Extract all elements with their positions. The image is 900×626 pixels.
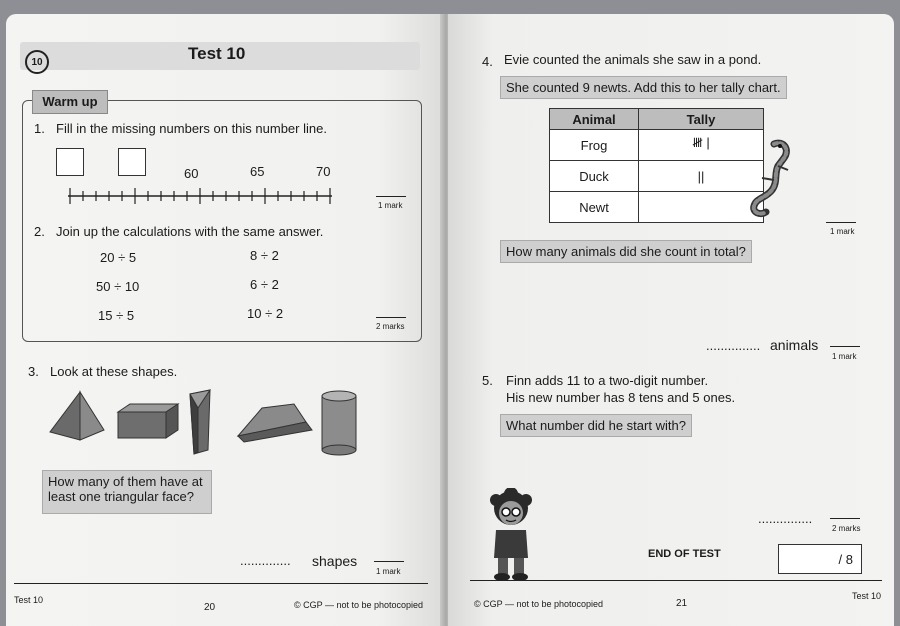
q3-answer-dots[interactable]: .............. [240,553,291,568]
lizard-icon [744,136,794,218]
left-footer-title: Test 10 [14,595,44,605]
end-of-test-label: END OF TEST [648,548,721,560]
child-character-icon [486,488,536,584]
cuboid-icon [118,404,178,438]
right-footer-title: Test 10 [852,591,882,601]
calc-right-3[interactable]: 10 ÷ 2 [247,306,284,321]
number-line-blank-1[interactable] [56,148,84,176]
tally-header-tally: Tally [639,109,764,130]
q5-number: 5. [482,373,493,388]
tally-duck: || [639,161,764,192]
q5-mark-line [830,518,860,519]
q1-mark: 1 mark [378,201,403,210]
calc-left-3[interactable]: 15 ÷ 5 [98,308,135,323]
q1-text: Fill in the missing numbers on this number line. [56,121,327,136]
tick-label-70: 70 [316,164,331,179]
q5-question-box: What number did he start with? [500,414,692,437]
test-title: Test 10 [188,44,246,63]
q3-number: 3. [28,364,39,379]
cylinder-icon [322,391,356,455]
q2-mark: 2 marks [376,322,405,331]
tally-header-animal: Animal [550,109,639,130]
calc-left-2[interactable]: 50 ÷ 10 [96,279,140,294]
q5-mark: 2 marks [832,524,861,533]
tally-animal-frog: Frog [550,130,639,161]
right-page-number: 21 [676,598,688,609]
q2-text: Join up the calculations with the same answer. [56,224,324,239]
calc-right-1[interactable]: 8 ÷ 2 [250,248,279,263]
shapes-illustration [44,386,364,456]
number-line [64,182,336,208]
tally-animal-duck: Duck [550,161,639,192]
q5-line-2: His new number has 8 tens and 5 ones. [506,390,736,405]
right-copyright: © CGP — not to be photocopied [474,599,604,609]
q5-answer-dots[interactable]: ............... [758,511,813,526]
q3-mark-line [374,561,404,562]
calc-left-1[interactable]: 20 ÷ 5 [100,250,137,265]
calc-right-2[interactable]: 6 ÷ 2 [250,277,279,292]
left-copyright: © CGP — not to be photocopied [294,600,424,610]
total-score-box: / 8 [778,544,862,574]
q5-line-1: Finn adds 11 to a two-digit number. [506,373,709,388]
q4-answer-dots[interactable]: ............... [706,338,761,353]
left-page-number: 20 [204,602,216,613]
q4-mark-line-1 [826,222,856,223]
warm-up-label: Warm up [32,90,108,114]
q4-mark-2: 1 mark [832,352,857,361]
table-row [550,130,764,161]
tally-animal-newt: Newt [550,192,639,223]
q3-answer-unit: shapes [312,553,358,569]
triangular-prism-lying-icon [238,404,312,442]
tally-chart [549,108,764,223]
q4-answer-unit: animals [770,337,819,353]
left-footer-rule [14,583,428,584]
tally-frog: 𝍸 | [639,130,764,161]
q4-mark-line-2 [830,346,860,347]
number-line-blank-2[interactable] [118,148,146,176]
q1-mark-line [376,196,406,197]
q2-mark-line [376,317,406,318]
q4-number: 4. [482,54,493,69]
q3-mark: 1 mark [376,567,401,576]
table-row [550,192,764,223]
q3-question-box [42,470,212,514]
table-row [550,161,764,192]
right-footer-rule [470,580,882,581]
q3-question-line-2: least one triangular face? [48,489,194,504]
q3-question-line-1: How many of them have at [48,474,203,489]
timer-icon: 10 [25,50,49,74]
q1-number: 1. [34,121,45,136]
q4-instruction-box: She counted 9 newts. Add this to her tally chart. [500,76,787,99]
q4-mark-1: 1 mark [830,227,855,236]
q4-question-box: How many animals did she count in total? [500,240,752,263]
triangular-prism-upright-icon [190,390,210,454]
tick-label-60: 60 [184,166,199,181]
square-pyramid-icon [50,392,104,440]
tick-label-65: 65 [250,164,265,179]
q4-text: Evie counted the animals she saw in a pond. [504,52,762,67]
q2-number: 2. [34,224,45,239]
q3-text: Look at these shapes. [50,364,178,379]
